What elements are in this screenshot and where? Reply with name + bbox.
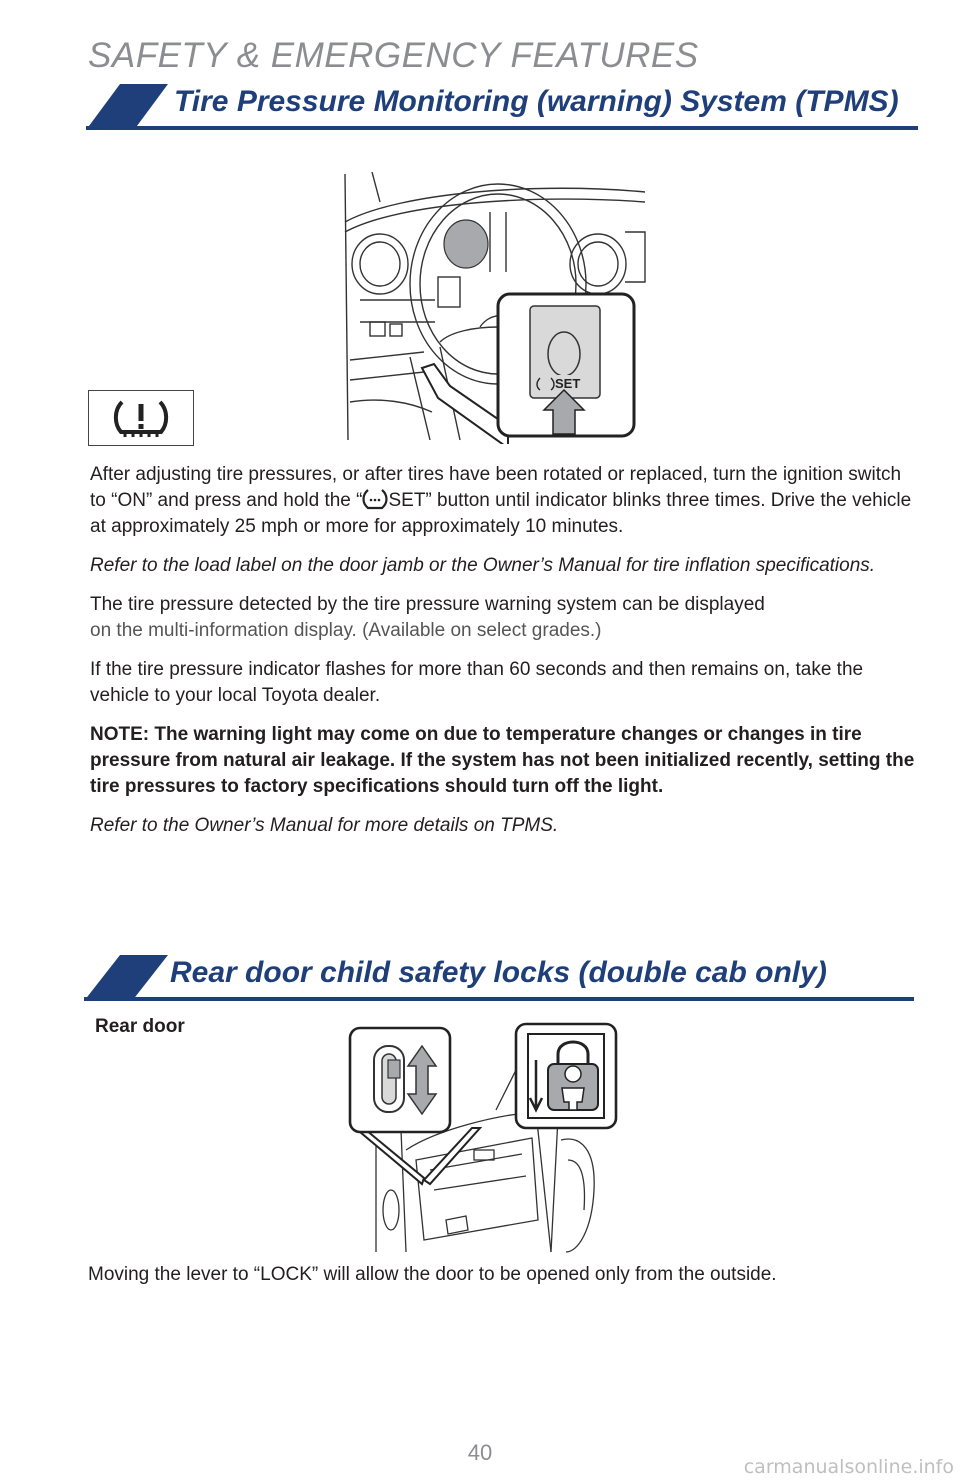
watermark: carmanualsonline.info	[743, 1456, 954, 1478]
chapter-title: SAFETY & EMERGENCY FEATURES	[88, 36, 699, 75]
section-title-tab	[86, 84, 176, 132]
tpms-paragraph-2: Refer to the load label on the door jamb or the Owner’s Manual for tire inflation specifications.	[90, 555, 876, 576]
child-locks-section-title: Rear door child safety locks (double cab only)	[170, 956, 827, 989]
tpms-note: NOTE: The warning light may come on due to temperature changes or changes in tire pressure from natural air leakage. If the system has not been initialized recently, setting the tire pressures to factory specifications should turn off the light.	[90, 724, 915, 797]
tpms-text-block	[90, 462, 920, 852]
tpms-set-inline-icon	[362, 488, 388, 510]
tpms-paragraph-3: The tire pressure detected by the tire pressure warning system can be displayed on the multi-information display. (Available on select grades.)	[90, 594, 765, 641]
tpms-paragraph-5: Refer to the Owner’s Manual for more details on TPMS.	[90, 815, 559, 836]
dashboard-set-button-illustration	[340, 172, 650, 444]
tpms-section-underline	[86, 126, 918, 130]
rear-door-child-lock-illustration	[346, 1020, 622, 1256]
tpms-section-title: Tire Pressure Monitoring (warning) System (TPMS)	[174, 85, 899, 118]
set-button-label: SET	[555, 376, 581, 391]
tpms-warning-icon	[88, 390, 194, 446]
tpms-paragraph-1: After adjusting tire pressures, or after tires have been rotated or replaced, turn the ignition switch to “ON” and press and hold the “ SET” button until indicator blinks three times. Drive the vehicle at approximately 25 mph or more for approximately 10 minutes.	[90, 464, 912, 537]
child-lock-description: Moving the lever to “LOCK” will allow the door to be opened only from the outside.	[88, 1264, 777, 1285]
rear-door-caption: Rear door	[95, 1016, 185, 1037]
tpms-paragraph-4: If the tire pressure indicator flashes for more than 60 seconds and then remains on, take the vehicle to your local Toyota dealer.	[90, 659, 864, 706]
child-locks-section-underline	[84, 997, 914, 1001]
page-number: 40	[467, 1440, 493, 1465]
section-title-tab	[84, 955, 174, 1003]
